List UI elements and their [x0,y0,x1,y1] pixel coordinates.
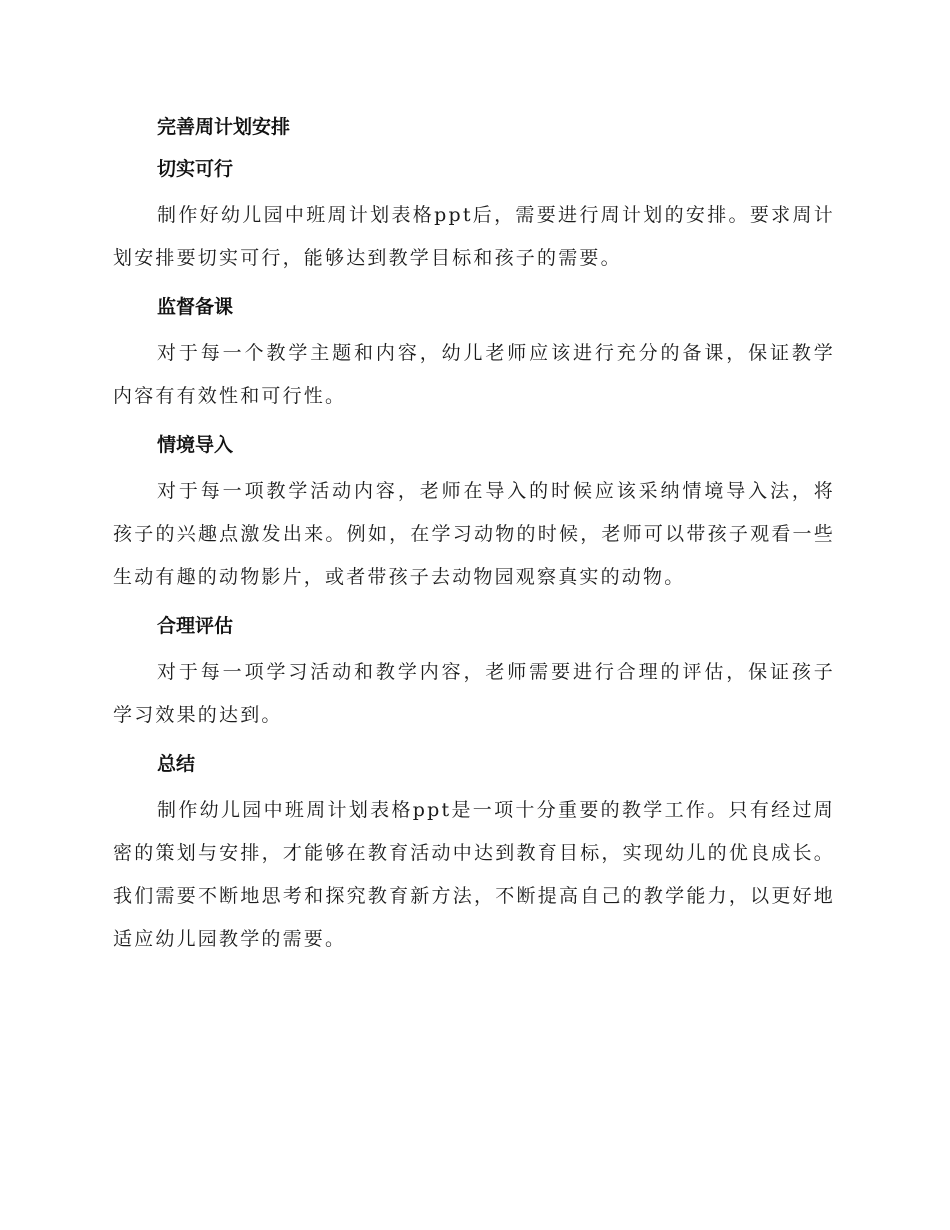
section-heading-evaluation: 合理评估 [157,615,234,637]
section-paragraph-lesson-prep: 对于每一个教学主题和内容，幼儿老师应该进行充分的备课，保证教学内容有有效性和可行性。 [113,342,835,407]
section-heading-scenario-intro: 情境导入 [157,434,234,456]
section-paragraph-evaluation: 对于每一项学习活动和教学内容，老师需要进行合理的评估，保证孩子学习效果的达到。 [113,661,835,726]
section-heading-summary: 总结 [157,753,196,775]
section-paragraph-scenario-intro: 对于每一项教学活动内容，老师在导入的时候应该采纳情境导入法，将孩子的兴趣点激发出来。例如，在学习动物的时候，老师可以带孩子观看一些生动有趣的动物影片，或者带孩子去动物园观察真实的动物。 [113,480,835,588]
section-heading-weekly-plan: 完善周计划安排 [157,116,291,138]
section-heading-lesson-prep: 监督备课 [157,296,234,318]
section-paragraph-feasible: 制作好幼儿园中班周计划表格ppt后，需要进行周计划的安排。要求周计划安排要切实可行，能够达到教学目标和孩子的需要。 [113,204,835,269]
document-body [113,100,835,965]
section-heading-feasible: 切实可行 [157,158,234,180]
section-paragraph-summary: 制作幼儿园中班周计划表格ppt是一项十分重要的教学工作。只有经过周密的策划与安排，才能够在教育活动中达到教育目标，实现幼儿的优良成长。我们需要不断地思考和探究教育新方法，不断提高自己的教学能力，以更好地适应幼儿园教学的需要。 [113,799,835,950]
